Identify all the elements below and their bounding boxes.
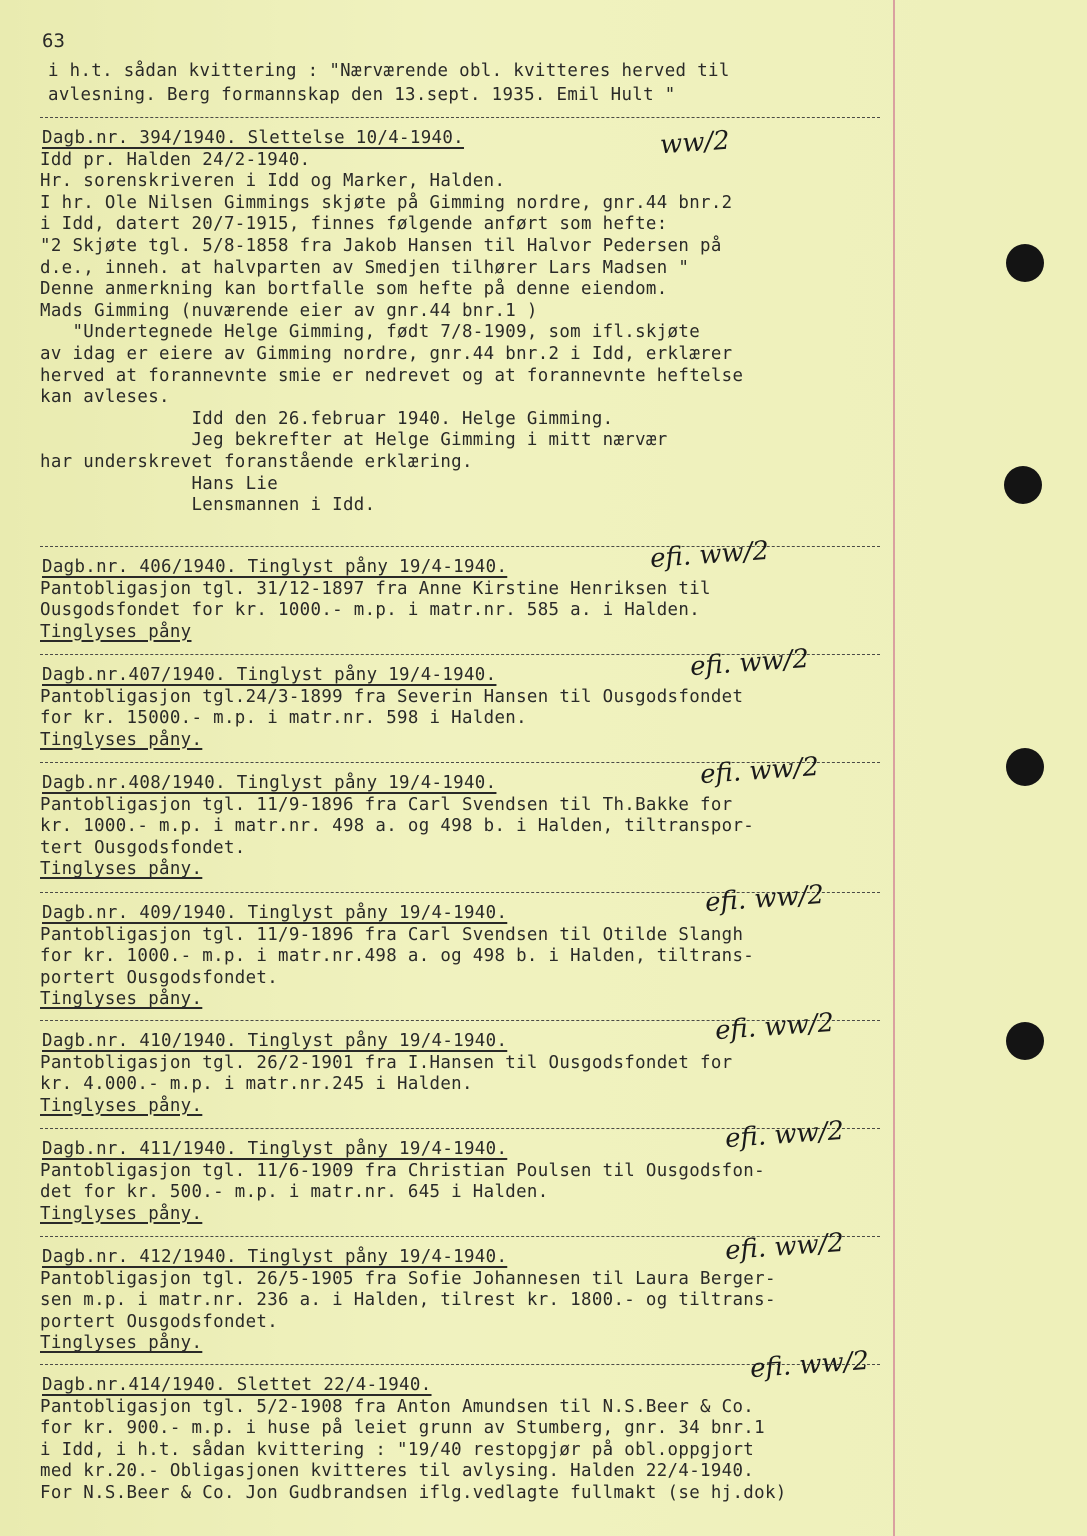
entry-text-line: Pantobligasjon tgl. 11/9-1896 fra Carl Svendsen til Otilde Slangh <box>40 924 744 945</box>
entry-text-line: "Undertegnede Helge Gimming, født 7/8-1909, som ifl.skjøte <box>40 322 701 343</box>
handwritten-initials: efi. ww/2 <box>689 643 810 683</box>
entry-text-line: i Idd, i h.t. sådan kvittering : "19/40 restopgjør på obl.oppgjort <box>40 1439 755 1460</box>
entry-header: Dagb.nr.414/1940. Slettet 22/4-1940. <box>42 1375 432 1395</box>
entry-text-line: Pantobligasjon tgl. 26/5-1905 fra Sofie Johannesen til Laura Berger- <box>40 1268 776 1289</box>
entry-text-line: kr. 1000.- m.p. i matr.nr. 498 a. og 498 b. i Halden, tiltranspor- <box>40 816 755 837</box>
entry-text-line: Hans Lie <box>40 473 279 494</box>
entry-text-line: for kr. 15000.- m.p. i matr.nr. 598 i Halden. <box>40 708 527 729</box>
entry-text-line: i Idd, datert 20/7-1915, finnes følgende anført som hefte: <box>40 214 668 235</box>
entry-text-line: herved at forannevnte smie er nedrevet og at forannevnte heftelse <box>40 365 744 386</box>
entry-text-line: Pantobligasjon tgl. 26/2-1901 fra I.Hansen til Ousgodsfondet for <box>40 1052 733 1073</box>
page-number: 63 <box>42 30 65 52</box>
entry-footer: Tinglyses påny. <box>40 1333 203 1354</box>
entry-text-line: Pantobligasjon tgl. 31/12-1897 fra Anne Kirstine Henriksen til <box>40 578 711 599</box>
entry-footer: Tinglyses påny <box>40 621 192 642</box>
entry-text-line: Ousgodsfondet for kr. 1000.- m.p. i matr.nr. 585 a. i Halden. <box>40 600 701 621</box>
entry-text-line: d.e., inneh. at halvparten av Smedjen tilhører Lars Madsen " <box>40 257 690 278</box>
entry-text-line: I hr. Ole Nilsen Gimmings skjøte på Gimming nordre, gnr.44 bnr.2 <box>40 192 733 213</box>
handwritten-initials: efi. ww/2 <box>724 1115 845 1155</box>
entry-text-line: Idd den 26.februar 1940. Helge Gimming. <box>40 408 614 429</box>
entry-text-line: Pantobligasjon tgl. 5/2-1908 fra Anton Amundsen til N.S.Beer & Co. <box>40 1396 755 1417</box>
entry-header: Dagb.nr.408/1940. Tinglyst påny 19/4-1940. <box>42 773 497 793</box>
entry-text-line: Hr. sorenskriveren i Idd og Marker, Halden. <box>40 171 506 192</box>
entry-text-line: portert Ousgodsfondet. <box>40 967 279 988</box>
entry-text-line: tert Ousgodsfondet. <box>40 837 246 858</box>
entry-text-line: Pantobligasjon tgl. 11/9-1896 fra Carl Svendsen til Th.Bakke for <box>40 794 733 815</box>
entry-header: Dagb.nr. 412/1940. Tinglyst påny 19/4-1940. <box>42 1247 508 1267</box>
punch-hole <box>1004 466 1042 504</box>
entry-text-line: med kr.20.- Obligasjonen kvitteres til avlysing. Halden 22/4-1940. <box>40 1461 755 1482</box>
entry-footer: Tinglyses påny. <box>40 989 203 1010</box>
intro-line: i h.t. sådan kvittering : "Nærværende obl. kvitteres herved til <box>48 61 730 81</box>
entry-footer: Tinglyses påny. <box>40 859 203 880</box>
entry-text-line: For N.S.Beer & Co. Jon Gudbrandsen iflg.vedlagte fullmakt (se hj.dok) <box>40 1483 787 1503</box>
punch-hole <box>1006 1022 1044 1060</box>
entry-header: Dagb.nr. 410/1940. Tinglyst påny 19/4-1940. <box>42 1031 508 1051</box>
entry-header: Dagb.nr.407/1940. Tinglyst påny 19/4-1940. <box>42 665 497 685</box>
entry-footer: Tinglyses påny. <box>40 1203 203 1224</box>
handwritten-initials: efi. ww/2 <box>699 751 820 791</box>
entry-text-line: "2 Skjøte tgl. 5/8-1858 fra Jakob Hansen til Halvor Pedersen på <box>40 236 722 256</box>
entry-header: Dagb.nr. 409/1940. Tinglyst påny 19/4-1940. <box>42 903 508 923</box>
entry-footer: Tinglyses påny. <box>40 729 203 750</box>
entry-text-line: Lensmannen i Idd. <box>40 495 376 516</box>
entry-text-line: kr. 4.000.- m.p. i matr.nr.245 i Halden. <box>40 1074 473 1095</box>
intro-line: avlesning. Berg formannskap den 13.sept. 1935. Emil Hult " <box>48 85 676 105</box>
punch-hole <box>1006 748 1044 786</box>
entry-text-line: kan avleses. <box>40 387 170 408</box>
entry-text-line: det for kr. 500.- m.p. i matr.nr. 645 i Halden. <box>40 1182 549 1203</box>
entry-text-line: for kr. 1000.- m.p. i matr.nr.498 a. og 498 b. i Halden, tiltrans- <box>40 946 755 967</box>
entry-text-line: Mads Gimming (nuværende eier av gnr.44 bnr.1 ) <box>40 300 538 321</box>
punch-hole <box>1006 244 1044 282</box>
entry-footer: Tinglyses påny. <box>40 1095 203 1116</box>
entry-header: Dagb.nr. 411/1940. Tinglyst påny 19/4-1940. <box>42 1139 508 1159</box>
entry-text-line: har underskrevet foranstående erklæring. <box>40 452 473 472</box>
entry-text-line: for kr. 900.- m.p. i huse på leiet grunn av Stumberg, gnr. 34 bnr.1 <box>40 1418 765 1439</box>
handwritten-initials: efi. ww/2 <box>724 1227 845 1267</box>
entry-header: Dagb.nr. 406/1940. Tinglyst påny 19/4-1940. <box>42 557 508 577</box>
entry-text-line: av idag er eiere av Gimming nordre, gnr.44 bnr.2 i Idd, erklærer <box>40 344 733 364</box>
handwritten-initials: efi. ww/2 <box>704 879 825 919</box>
entry-text-line: Denne anmerkning kan bortfalle som hefte på denne eiendom. <box>40 279 668 300</box>
entry-text-line: Pantobligasjon tgl.24/3-1899 fra Severin Hansen til Ousgodsfondet <box>40 686 744 707</box>
entry-text-line: Pantobligasjon tgl. 11/6-1909 fra Christian Poulsen til Ousgodsfon- <box>40 1160 765 1181</box>
entry-text-line: Idd pr. Halden 24/2-1940. <box>40 149 311 170</box>
entry-text-line: sen m.p. i matr.nr. 236 a. i Halden, tilrest kr. 1800.- og tiltrans- <box>40 1290 776 1311</box>
handwritten-initials: efi. ww/2 <box>649 535 770 575</box>
entry-separator <box>40 117 880 118</box>
margin-line <box>893 0 895 1536</box>
handwritten-initials: efi. ww/2 <box>749 1345 870 1385</box>
entry-header: Dagb.nr. 394/1940. Slettelse 10/4-1940. <box>42 128 464 148</box>
handwritten-initials: efi. ww/2 <box>714 1007 835 1047</box>
handwritten-initials: ww/2 <box>659 125 731 161</box>
entry-text-line: Jeg bekrefter at Helge Gimming i mitt nærvær <box>40 430 668 451</box>
entry-text-line: portert Ousgodsfondet. <box>40 1311 279 1332</box>
